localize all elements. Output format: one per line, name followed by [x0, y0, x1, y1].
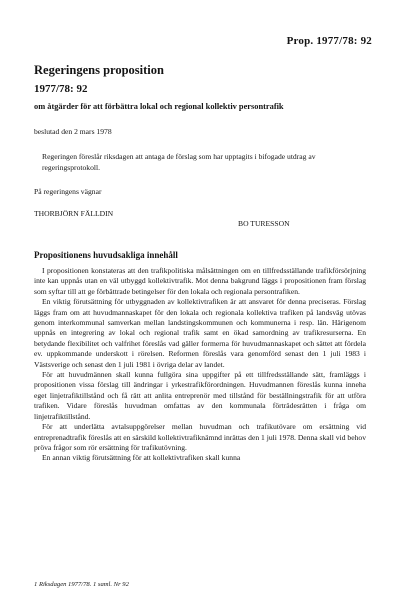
- body-text: [34, 266, 366, 464]
- signature-minister: BO TURESSON: [238, 219, 290, 228]
- document-title: Regeringens proposition: [34, 63, 164, 77]
- signature-prime-minister: THORBJÖRN FÄLLDIN: [34, 209, 114, 218]
- page-footer: 1 Riksdagen 1977/78. 1 saml. Nr 92: [34, 581, 129, 588]
- proposition-number: 1977/78: 92: [34, 83, 88, 95]
- body-paragraph-2: En viktig förutsättning för utbyggnaden av kollektivtrafiken är att ansvaret för denna preciseras. Förslag läggs fram om att huvudmannaskapet för den lokala och regionala kollektiva trafiken på landsväg utövas genom interkommunal samverkan mellan landstingskommunen och kommunerna i resp. län. Härigenom uppnås en integrering av lokal och regional trafik samt en ökad samordning av trafikresurserna. En betydande flexibilitet och valfrihet föreslås vad gäller formerna för huvudmannaskapet och sättet att fördela ev. uppkommande underskott i rörelsen. Reformen föreslås vara genomförd senast den 1 juli 1983 i Västsverige och senast den 1 juli 1981 i övriga delar av landet.: [34, 297, 366, 369]
- body-paragraph-3: För att huvudmännen skall kunna fullgöra sina uppgifter på ett tillfredsställande sätt, framläggs i propositionen vissa förslag till ändringar i yrkestrafikförordningen. Huvudmannen föreslås kunna inneha eget linjetrafiktillstånd och få rätt att anlita entreprenör med tillstånd för beställningstrafik för att utföra trafiken. Vidare föreslås huvudman omfattas av den kommunala förträdesrätten i fråga om linjetrafiktillstånd.: [34, 370, 366, 421]
- decision-date: beslutad den 2 mars 1978: [34, 127, 112, 136]
- body-paragraph-1: I propositionen konstateras att den trafikpolitiska målsättningen om en tillfredsställande trafikförsörjning inte kan uppnås utan en väl utbyggd kollektivtrafik. Mot denna bakgrund läggs i propositionen fram förslag som syftar till att ge förbättrade betingelser för den lokala och regionala persontrafiken.: [34, 266, 366, 296]
- intro-paragraph: Regeringen föreslår riksdagen att antaga de förslag som har upptagits i bifogade utdrag av regeringsprotokoll.: [42, 152, 316, 172]
- section-heading: Propositionens huvudsakliga innehåll: [34, 250, 178, 260]
- on-behalf-line: På regeringens vägnar: [34, 187, 102, 196]
- body-paragraph-5: En annan viktig förutsättning för att kollektivtrafiken skall kunna: [42, 453, 241, 463]
- body-paragraph-4: För att underlätta avtalsuppgörelser mellan huvudman och trafikutövare om ersättning vid entreprenadtrafik föreslås att en särskild kollektivtrafiknämnd inrättas den 1 juli 1978. Denna skall vid behov pröva frågor som rör ersättning för trafikutövning.: [34, 422, 366, 452]
- proposition-subject: om åtgärder för att förbättra lokal och regional kollektiv persontrafik: [34, 102, 284, 111]
- proposition-reference: Prop. 1977/78: 92: [286, 35, 372, 47]
